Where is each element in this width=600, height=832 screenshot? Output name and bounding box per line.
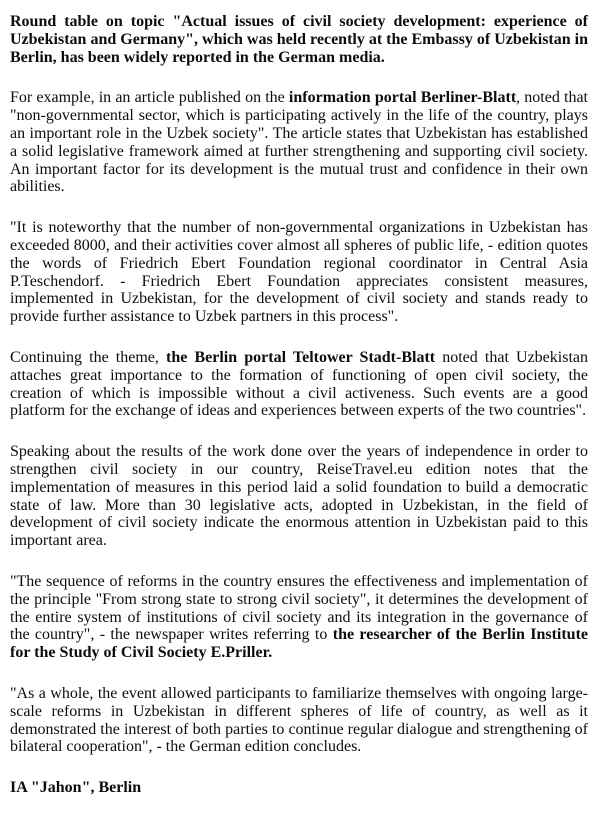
text-run: "As a whole, the event allowed participants to familiarize themselves with ongoing large-scale reforms in Uzbekistan in different spheres of life of country, as well as it demonstrated the interest of both parties to continue regular dialogue and strengthening of bilateral cooperation", - the German edition concludes.: [10, 684, 588, 756]
bold-text-run: IA "Jahon", Berlin: [10, 779, 142, 797]
text-run: Speaking about the results of the work done over the years of independence in order to strengthen civil society in our country, ReiseTravel.eu edition notes that the implementation of measures in this period laid a solid foundation to build a democratic state of law. More than 30 legislative acts, adopted in Uzbekistan, in the field of development of civil society indicate the enormous attention in Uzbekistan paid to this important area.: [10, 443, 588, 550]
byline: [10, 779, 588, 797]
paragraph-berliner-blatt: [10, 89, 588, 196]
bold-text-run: the Berlin portal Teltower Stadt-Blatt: [166, 348, 436, 366]
paragraph-conclusion: [10, 685, 588, 756]
bold-text-run: information portal Berliner-Blatt: [288, 89, 517, 107]
bold-text-run: Round table on topic "Actual issues of civil society development: experience of Uzbekistan and Germany", which was held recently at the Embassy of Uzbekistan in Berlin, has been widely reported in the German media.: [10, 13, 588, 66]
text-run: , noted that "non-governmental sector, which is participating actively in the life of the country, plays an important role in the Uzbek society". The article states that Uzbekistan has established a solid legislative framework aimed at further strengthening and supporting civil society. An important factor for its development is the mutual trust and confidence in their own abilities.: [10, 89, 588, 196]
lead-paragraph: [10, 13, 588, 66]
text-run: Continuing the theme,: [10, 348, 167, 366]
bold-text-run: the researcher of the Berlin Institute for the Study of Civil Society E.Priller.: [10, 626, 588, 662]
text-run: For example, in an article published on the: [10, 89, 289, 107]
paragraph-teschendorf-quote: [10, 219, 588, 326]
paragraph-priller-quote: [10, 573, 588, 662]
text-run: noted that Uzbekistan attaches great importance to the formation of functioning of open civil society, the creation of which is impossible without a civil activeness. Such events are a good platform for the exchange of ideas and experiences between experts of the two countries".: [10, 348, 588, 420]
paragraph-reisetravel: [10, 443, 588, 550]
text-run: "The sequence of reforms in the country ensures the effectiveness and implementation of the principle "From strong state to strong civil society", it determines the development of the entire system of institutions of civil society and its integration in the governance of the country", - the newspaper writes referring to: [10, 572, 588, 644]
text-run: "It is noteworthy that the number of non-governmental organizations in Uzbekistan has exceeded 8000, and their activities cover almost all spheres of public life, - edition quotes the words of Friedrich Ebert Foundation regional coordinator in Central Asia P.Teschendorf. - Friedrich Ebert Foundation appreciates consistent measures, implemented in Uzbekistan, for the development of civil society and stands ready to provide further assistance to Uzbek partners in this process".: [10, 219, 588, 326]
paragraph-teltower-stadt-blatt: [10, 349, 588, 420]
